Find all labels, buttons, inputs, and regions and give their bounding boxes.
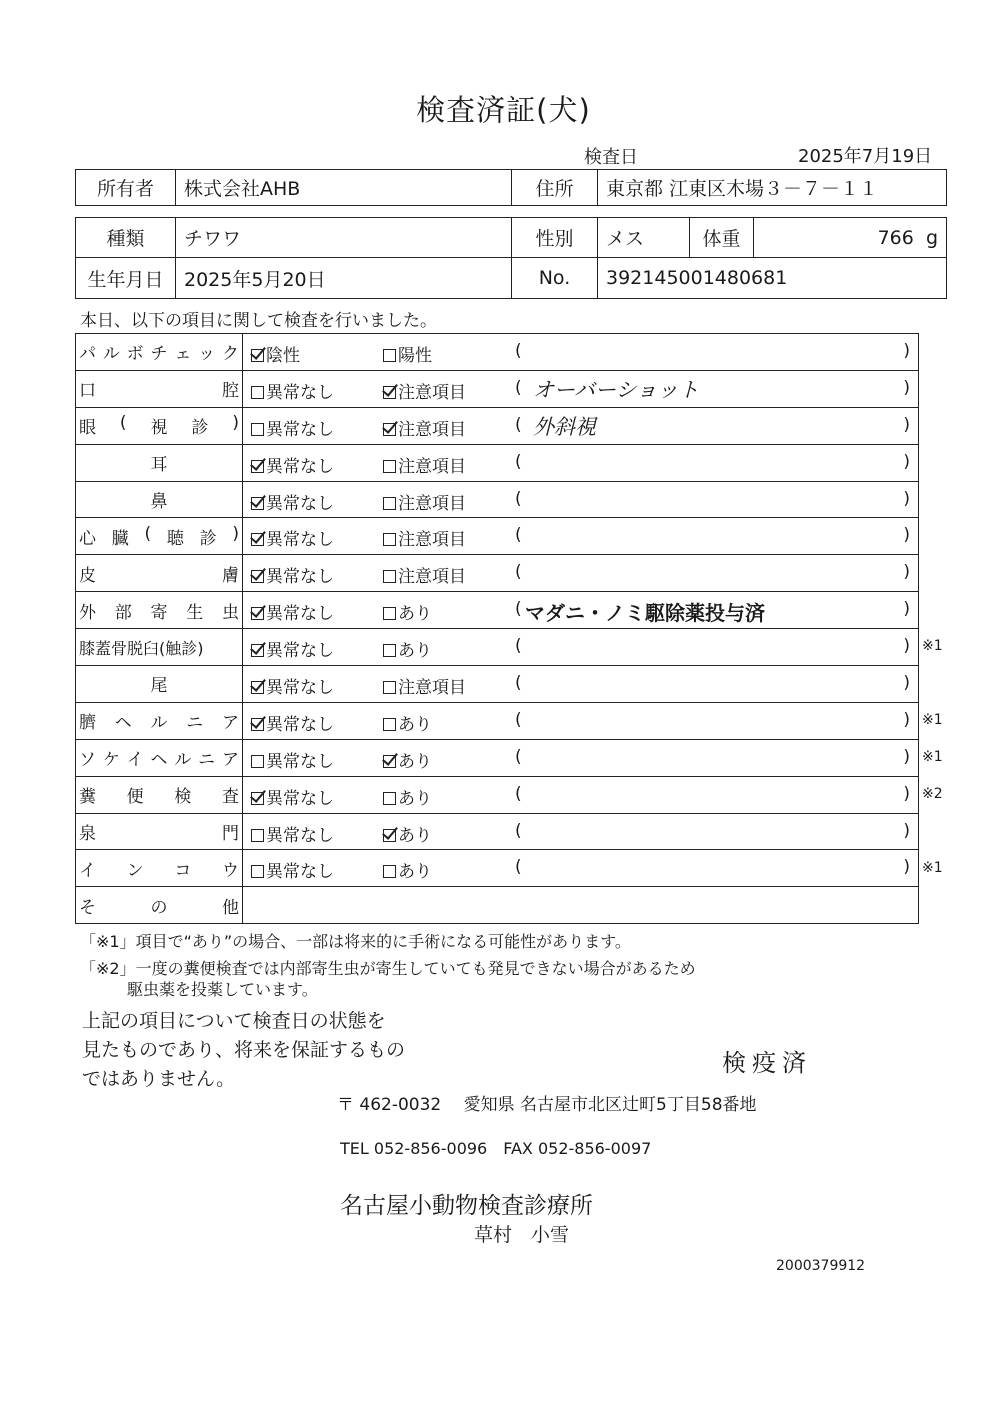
close-paren: ) <box>903 746 910 767</box>
option-1-label: 異常なし <box>266 641 334 662</box>
check-row <box>76 555 919 592</box>
label-char: 門 <box>222 824 239 845</box>
option-1-label: 異常なし <box>266 751 334 772</box>
check-item-cell <box>76 702 243 739</box>
check-row <box>76 407 919 444</box>
checkbox-icon[interactable] <box>383 570 396 583</box>
check-item-label <box>79 524 239 549</box>
option-1[interactable] <box>251 710 334 735</box>
check-item-label <box>79 561 239 586</box>
check-options <box>243 702 919 739</box>
label-char: ヘ <box>114 713 132 734</box>
staff-name: 草村 小雪 <box>474 1224 570 1246</box>
pet-info-table <box>75 217 947 299</box>
address-label: 住所 <box>512 170 598 206</box>
checkbox-icon[interactable] <box>383 681 396 694</box>
disclaimer-line: ではありません。 <box>82 1068 236 1090</box>
clinic-name: 名古屋小動物検査診療所 <box>340 1193 593 1219</box>
checkbox-icon[interactable] <box>383 792 396 805</box>
option-2[interactable] <box>383 452 466 477</box>
check-item-cell <box>76 407 243 444</box>
weight-label: 体重 <box>690 218 754 258</box>
checkbox-icon[interactable] <box>251 570 264 583</box>
option-1-label: 異常なし <box>266 862 334 883</box>
close-paren: ) <box>903 377 910 398</box>
option-1[interactable] <box>251 784 334 809</box>
check-item-cell <box>76 518 243 555</box>
label-char: パ <box>79 344 96 365</box>
option-1[interactable] <box>251 415 334 440</box>
clinic-phone-fax: TEL 052-856-0096 FAX 052-856-0097 <box>340 1139 652 1158</box>
label-char: 糞 <box>79 787 96 808</box>
footnote-mark: ※2 <box>922 785 943 802</box>
owner-value: 株式会社AHB <box>176 170 512 206</box>
open-paren: ( <box>515 820 522 841</box>
check-row <box>76 813 919 850</box>
label-char: ヘ <box>150 750 168 771</box>
close-paren: ) <box>903 636 910 657</box>
disclaimer-line: 見たものであり、将来を保証するもの <box>82 1039 406 1061</box>
label-char: ) <box>232 523 239 544</box>
open-paren: ( <box>515 525 522 546</box>
check-options <box>243 666 919 703</box>
intro-text: 本日、以下の項目に関して検査を行いました。 <box>80 311 437 331</box>
weight-value: 766 <box>877 226 914 249</box>
option-2-label: 注意項目 <box>398 456 466 477</box>
close-paren: ) <box>903 599 910 620</box>
check-note: マダニ・ノミ駆除薬投与済 <box>525 601 765 626</box>
label-char: ル <box>174 750 192 771</box>
option-2-label: 注意項目 <box>398 530 466 551</box>
option-1-label: 異常なし <box>266 604 334 625</box>
open-paren: ( <box>515 488 522 509</box>
label-char: 部 <box>114 602 132 623</box>
option-2-label: 注意項目 <box>398 419 466 440</box>
open-paren: ( <box>515 709 522 730</box>
option-2-label: あり <box>398 751 432 772</box>
exam-date-label: 検査日 <box>584 147 638 168</box>
label-char: 外 <box>79 602 96 623</box>
close-paren: ) <box>903 857 910 878</box>
checkbox-icon[interactable] <box>383 755 396 768</box>
label-char: イ <box>126 750 144 771</box>
label-char: 皮 <box>79 565 96 586</box>
option-1-label: 異常なし <box>266 530 334 551</box>
check-item-label <box>79 856 239 881</box>
other-value <box>243 887 919 924</box>
close-paren: ) <box>903 783 910 804</box>
address-value: 東京都 江東区木場３－７－１１ <box>598 170 947 206</box>
option-1[interactable] <box>251 673 334 698</box>
checkbox-icon[interactable] <box>383 423 396 436</box>
check-item-cell <box>76 739 243 776</box>
open-paren: ( <box>515 341 522 361</box>
footnote-mark: ※1 <box>922 748 943 765</box>
owner-label: 所有者 <box>76 170 176 206</box>
label-char: 眼 <box>79 418 96 439</box>
label-char: コ <box>174 860 192 881</box>
checkbox-icon[interactable] <box>251 386 264 399</box>
label-char: ニ <box>198 750 216 771</box>
check-options <box>243 481 919 518</box>
open-paren: ( <box>515 857 522 878</box>
check-options <box>243 444 919 481</box>
check-item-cell <box>76 666 243 703</box>
check-item-label: 膝蓋骨脱臼(触診) <box>79 638 204 658</box>
option-2[interactable] <box>383 562 466 587</box>
checkbox-icon[interactable] <box>383 644 396 657</box>
label-char: 耳 <box>150 455 168 476</box>
owner-table <box>75 169 947 206</box>
open-paren: ( <box>515 562 522 583</box>
open-paren: ( <box>515 414 522 435</box>
option-2-label: 陽性 <box>398 346 432 366</box>
label-char: ン <box>126 860 144 881</box>
checkbox-icon[interactable] <box>251 755 264 768</box>
serial-number: 2000379912 <box>776 1258 866 1274</box>
option-1[interactable] <box>251 452 334 477</box>
option-2-label: あり <box>398 604 432 625</box>
check-item-label <box>79 413 239 438</box>
check-item-cell <box>76 555 243 592</box>
footnote-mark: ※1 <box>922 859 943 876</box>
check-item-label <box>79 671 239 696</box>
sex-label: 性別 <box>512 218 598 258</box>
option-2-label: あり <box>398 862 432 883</box>
label-char: 視 <box>150 418 168 439</box>
label-char: ボ <box>126 344 144 365</box>
label-char: ( <box>144 523 152 544</box>
label-char: ソ <box>79 750 96 771</box>
check-options <box>243 739 919 776</box>
checkbox-icon[interactable] <box>251 607 264 620</box>
label-char: ッ <box>198 344 216 365</box>
label-char: 膚 <box>222 565 239 586</box>
option-2-label: あり <box>398 825 432 846</box>
checks-table <box>75 333 919 924</box>
label-char: 聴 <box>166 528 184 549</box>
weight-unit: g <box>925 226 938 249</box>
open-paren: ( <box>515 377 522 398</box>
check-options <box>243 555 919 592</box>
option-2-label: 注意項目 <box>398 678 466 699</box>
close-paren: ) <box>903 525 910 546</box>
checkbox-icon[interactable] <box>383 865 396 878</box>
birth-label: 生年月日 <box>76 258 176 299</box>
check-row <box>76 739 919 776</box>
check-item-cell <box>76 481 243 518</box>
option-2-label: 注意項目 <box>398 382 466 403</box>
footnote-1: 「※1」項目で“あり”の場合、一部は将来的に手術になる可能性があります。 <box>80 932 631 951</box>
footnote-mark: ※1 <box>922 638 943 655</box>
label-char: ニ <box>186 713 204 734</box>
label-char: 生 <box>186 602 204 623</box>
checkbox-icon[interactable] <box>251 829 264 842</box>
check-item-label <box>79 708 239 733</box>
label-char: ェ <box>174 344 192 365</box>
label-char: 泉 <box>79 824 96 845</box>
option-1[interactable] <box>251 562 334 587</box>
label-char: そ <box>79 897 96 918</box>
option-2[interactable] <box>383 747 432 772</box>
option-2-label: あり <box>398 714 432 735</box>
check-item-label <box>79 376 239 401</box>
check-options <box>243 629 919 666</box>
check-options <box>243 370 919 407</box>
option-1[interactable] <box>251 636 334 661</box>
checkbox-icon[interactable] <box>251 497 264 510</box>
option-1-label: 異常なし <box>266 456 334 477</box>
option-1-label: 異常なし <box>266 419 334 440</box>
checkbox-icon[interactable] <box>383 829 396 842</box>
check-item-cell <box>76 592 243 629</box>
check-item-label <box>79 745 239 770</box>
label-char: 腔 <box>222 381 239 402</box>
open-paren: ( <box>515 673 522 694</box>
label-char: 臍 <box>79 713 96 734</box>
check-item-cell <box>76 776 243 813</box>
close-paren: ) <box>903 451 910 472</box>
checkbox-icon[interactable] <box>251 460 264 473</box>
check-item-cell <box>76 334 243 371</box>
option-1[interactable] <box>251 525 334 550</box>
sex-value: メス <box>598 218 690 258</box>
option-1[interactable] <box>251 341 300 366</box>
label-char: チ <box>150 344 168 365</box>
check-options <box>243 334 919 371</box>
open-paren: ( <box>515 746 522 767</box>
checkbox-icon[interactable] <box>383 607 396 620</box>
other-label-cell <box>76 887 243 924</box>
footnote-2-cont: 駆虫薬を投薬しています。 <box>127 980 318 999</box>
option-2[interactable] <box>383 525 466 550</box>
label-char: 虫 <box>222 602 239 623</box>
option-2[interactable] <box>383 636 432 661</box>
label-char: イ <box>79 860 96 881</box>
checkbox-icon[interactable] <box>251 644 264 657</box>
option-2[interactable] <box>383 341 432 366</box>
option-2-label: 注意項目 <box>398 493 466 514</box>
label-char: ル <box>150 713 168 734</box>
option-1[interactable] <box>251 378 334 403</box>
close-paren: ) <box>903 488 910 509</box>
check-row <box>76 334 919 371</box>
label-char: ウ <box>221 860 239 881</box>
close-paren: ) <box>903 414 910 435</box>
option-1[interactable] <box>251 599 334 624</box>
check-row <box>76 776 919 813</box>
option-2[interactable] <box>383 489 466 514</box>
checkbox-icon[interactable] <box>251 718 264 731</box>
open-paren: ( <box>515 783 522 804</box>
option-2[interactable] <box>383 821 432 846</box>
option-2[interactable] <box>383 599 432 624</box>
label-char: ケ <box>102 750 120 771</box>
check-row <box>76 481 919 518</box>
option-2-label: あり <box>398 641 432 662</box>
label-char: 鼻 <box>150 492 168 512</box>
check-row <box>76 629 919 666</box>
label-char: 口 <box>79 381 96 402</box>
check-item-cell <box>76 813 243 850</box>
label-char: 寄 <box>150 602 168 623</box>
check-row <box>76 518 919 555</box>
check-row <box>76 666 919 703</box>
option-2[interactable] <box>383 710 432 735</box>
open-paren: ( <box>515 636 522 657</box>
number-value: 392145001480681 <box>598 258 947 299</box>
label-char: 尾 <box>150 676 168 697</box>
check-row <box>76 702 919 739</box>
option-1[interactable] <box>251 747 334 772</box>
option-1[interactable] <box>251 857 334 882</box>
breed-value: チワワ <box>176 218 512 258</box>
check-options <box>243 518 919 555</box>
weight-cell <box>754 218 947 258</box>
checkbox-icon[interactable] <box>251 349 264 362</box>
checkbox-icon[interactable] <box>251 423 264 436</box>
option-1[interactable] <box>251 489 334 514</box>
check-options <box>243 407 919 444</box>
document-title: 検査済証(犬) <box>416 93 591 127</box>
option-2[interactable] <box>383 857 432 882</box>
check-item-label <box>79 339 239 364</box>
checkbox-icon[interactable] <box>251 865 264 878</box>
label-char: ル <box>102 344 120 365</box>
option-1-label: 異常なし <box>266 788 334 809</box>
check-note: 外斜視 <box>533 414 596 439</box>
label-char: 診 <box>199 528 217 549</box>
check-item-cell <box>76 629 243 666</box>
checkbox-icon[interactable] <box>383 497 396 510</box>
footnote-2: 「※2」一度の糞便検査では内部寄生虫が寄生していても発見できない場合があるため <box>80 959 696 978</box>
check-item-label <box>79 450 239 475</box>
disclaimer <box>82 1007 405 1094</box>
label-char: 便 <box>126 787 144 808</box>
option-1-label: 異常なし <box>266 493 334 514</box>
number-label: No. <box>512 258 598 299</box>
checkbox-icon[interactable] <box>383 349 396 362</box>
check-item-cell <box>76 850 243 887</box>
check-item-label <box>79 819 239 844</box>
close-paren: ) <box>903 820 910 841</box>
check-options <box>243 850 919 887</box>
label-char: の <box>150 897 168 918</box>
open-paren: ( <box>515 451 522 472</box>
check-item-cell <box>76 444 243 481</box>
check-options <box>243 592 919 629</box>
check-note: オーバーショット <box>533 377 700 402</box>
check-item-label <box>79 598 239 623</box>
label-char: 他 <box>222 897 239 918</box>
check-row <box>76 850 919 887</box>
label-char: ア <box>222 713 239 734</box>
check-options <box>243 776 919 813</box>
label-char: ク <box>221 344 239 365</box>
close-paren: ) <box>903 341 910 361</box>
label-char: 検 <box>174 787 192 808</box>
label-char: 査 <box>221 787 239 808</box>
label-char: 診 <box>191 418 209 439</box>
check-item-label <box>79 782 239 807</box>
quarantine-stamp: 検疫済 <box>722 1049 812 1077</box>
exam-date: 2025年7月19日 <box>798 146 933 167</box>
option-2-label: あり <box>398 788 432 809</box>
option-2[interactable] <box>383 784 432 809</box>
check-row <box>76 370 919 407</box>
option-1-label: 異常なし <box>266 382 334 403</box>
footnote-mark: ※1 <box>922 712 943 728</box>
option-1-label: 異常なし <box>266 678 334 699</box>
option-2[interactable] <box>383 378 466 403</box>
other-label <box>79 893 239 918</box>
clinic-address: 〒 462-0032 愛知県 名古屋市北区辻町5丁目58番地 <box>337 1095 757 1115</box>
close-paren: ) <box>903 562 910 583</box>
checkbox-icon[interactable] <box>251 681 264 694</box>
label-char: ア <box>221 750 239 771</box>
checkbox-icon[interactable] <box>383 386 396 399</box>
option-2-label: 注意項目 <box>398 567 466 588</box>
checkbox-icon[interactable] <box>383 533 396 546</box>
checkbox-icon[interactable] <box>251 533 264 546</box>
label-char: ( <box>119 413 127 434</box>
check-item-label <box>79 487 239 512</box>
checkbox-icon[interactable] <box>383 718 396 731</box>
checkbox-icon[interactable] <box>383 460 396 473</box>
check-options <box>243 813 919 850</box>
check-item-cell <box>76 370 243 407</box>
check-row <box>76 592 919 629</box>
option-1[interactable] <box>251 821 334 846</box>
open-paren: ( <box>515 599 522 620</box>
option-1-label: 陰性 <box>266 346 300 366</box>
close-paren: ) <box>903 673 910 694</box>
label-char: ) <box>232 413 239 434</box>
label-char: 心 <box>79 528 96 549</box>
close-paren: ) <box>903 709 910 730</box>
birth-value: 2025年5月20日 <box>176 258 512 299</box>
option-1-label: 異常なし <box>266 714 334 735</box>
check-row <box>76 444 919 481</box>
breed-label: 種類 <box>76 218 176 258</box>
disclaimer-line: 上記の項目について検査日の状態を <box>82 1010 386 1032</box>
checkbox-icon[interactable] <box>251 792 264 805</box>
label-char: 臓 <box>111 528 129 549</box>
option-1-label: 異常なし <box>266 825 334 846</box>
option-1-label: 異常なし <box>266 567 334 588</box>
option-2[interactable] <box>383 415 466 440</box>
option-2[interactable] <box>383 673 466 698</box>
